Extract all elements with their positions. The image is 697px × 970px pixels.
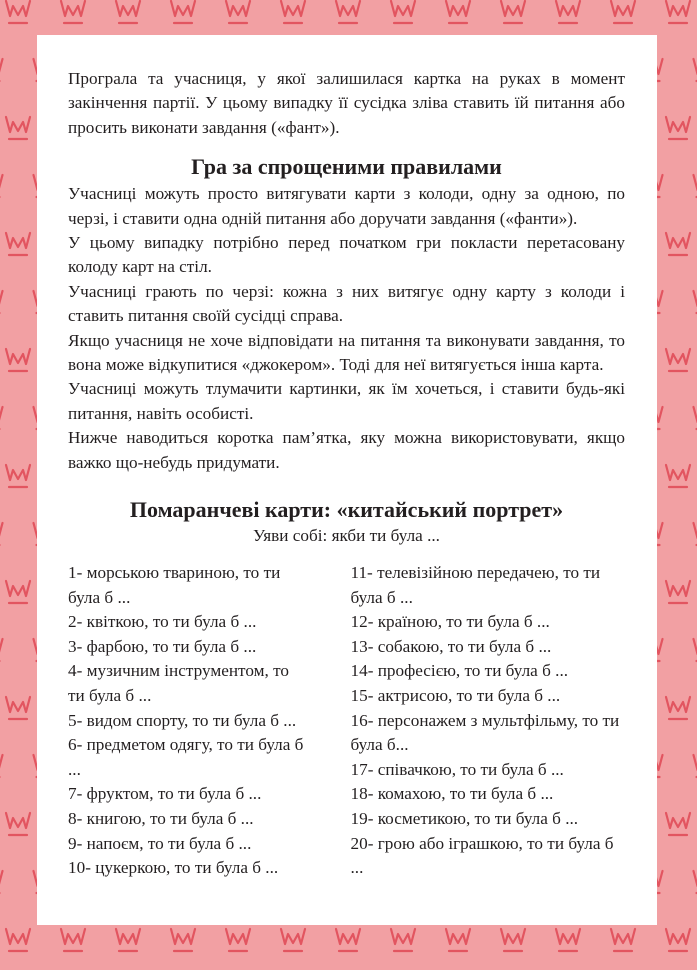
crown-icon: [694, 755, 697, 777]
list-item: 9- напоєм, то ти була б ...: [68, 833, 252, 853]
crown-icon: [116, 1, 140, 23]
crown-icon: [6, 929, 30, 951]
portrait-list: [68, 561, 625, 881]
crown-icon: [694, 523, 697, 545]
crown-icon: [226, 1, 250, 23]
crown-icon: [171, 929, 195, 951]
list-item: 12- країною, то ти була б ...: [350, 612, 550, 632]
crown-icon: [501, 1, 525, 23]
crown-icon: [611, 929, 635, 951]
crown-icon: [6, 117, 30, 139]
portrait-list-left: [68, 561, 347, 881]
list-item: 5- видом спорту, то ти була б ...: [68, 710, 297, 730]
crown-icon: [6, 813, 30, 835]
crown-icon: [694, 291, 697, 313]
orange-cards-subheading: Уяви собі: якби ти була ...: [253, 526, 440, 546]
crown-icon: [0, 175, 3, 197]
rules-paragraph: У цьому випадку потрібно перед початком гри покласти перетасовану колоду карт на стіл.: [68, 233, 625, 277]
list-item: 20- грою або іграшкою, то ти була б ...: [350, 833, 614, 878]
list-item: 4- музичним інструментом, то ти була б ...: [68, 661, 289, 706]
crown-icon: [391, 1, 415, 23]
crown-icon: [694, 639, 697, 661]
rules-paragraph: Учасниці можуть просто витягувати карти з колоди, одну за одною, по черзі, і ставити одна одній питання або доручати завдання («фанти»).: [68, 184, 625, 228]
portrait-list-right: [347, 561, 626, 881]
list-item: 17- співачкою, то ти була б ...: [350, 759, 564, 779]
rules-paragraph: Нижче наводиться коротка пам’ятка, яку можна використовувати, якщо важко що-небудь придумати.: [68, 428, 625, 472]
list-item: 2- квіткою, то ти була б ...: [68, 612, 257, 632]
crown-icon: [281, 1, 305, 23]
crown-icon: [281, 929, 305, 951]
crown-icon: [666, 813, 690, 835]
list-item: 7- фруктом, то ти була б ...: [68, 784, 262, 804]
crown-icon: [171, 1, 195, 23]
crown-icon: [666, 581, 690, 603]
list-item: 18- комахою, то ти була б ...: [350, 784, 554, 804]
crown-icon: [501, 929, 525, 951]
crown-icon: [0, 407, 3, 429]
crown-icon: [6, 349, 30, 371]
crown-icon: [666, 117, 690, 139]
list-item: 16- персонажем з мультфільму, то ти була б...: [350, 710, 620, 755]
list-item: 15- актрисою, то ти була б ...: [350, 686, 561, 706]
crown-icon: [666, 465, 690, 487]
list-item: 14- професією, то ти була б ...: [350, 661, 569, 681]
crown-icon: [556, 929, 580, 951]
crown-icon: [6, 233, 30, 255]
list-item: 10- цукеркою, то ти була б ...: [68, 858, 279, 878]
crown-icon: [694, 871, 697, 893]
list-item: 19- косметикою, то ти була б ...: [350, 809, 579, 829]
crown-icon: [666, 697, 690, 719]
crown-icon: [6, 465, 30, 487]
crown-icon: [0, 755, 3, 777]
crown-icon: [336, 929, 360, 951]
intro-paragraph: Програла та учасниця, у якої залишилася картка на руках в момент закінчення партії. У цьому випадку її сусідка зліва ставить їй питання або просить виконати завдання («фант»).: [68, 69, 625, 137]
crown-icon: [226, 929, 250, 951]
crown-icon: [6, 697, 30, 719]
list-item: 6- предметом одягу, то ти була б ...: [68, 735, 304, 779]
rules-paragraph: Учасниці грають по черзі: кожна з них витягує одну карту з колоди і ставить питання своїй сусідці справа.: [68, 281, 625, 326]
list-item: 11- телевізійною передачею, то ти була б ...: [350, 563, 601, 607]
crown-icon: [611, 1, 635, 23]
list-item: 8- книгою, то ти була б ...: [68, 809, 254, 829]
crown-icon: [556, 1, 580, 23]
crown-icon: [694, 407, 697, 429]
list-item: 3- фарбою, то ти була б ...: [68, 636, 257, 656]
crown-icon: [666, 929, 690, 951]
crown-icon: [446, 1, 470, 23]
rules-paragraph: Учасниці можуть тлумачити картинки, як їм хочеться, і ставити будь-які питання, навіть особисті.: [68, 379, 625, 423]
crown-icon: [666, 1, 690, 23]
crown-icon: [0, 59, 3, 81]
crown-icon: [61, 1, 85, 23]
simplified-rules-heading: Гра за спрощеними правилами: [191, 154, 502, 180]
crown-icon: [336, 1, 360, 23]
crown-icon: [0, 523, 3, 545]
crown-icon: [6, 581, 30, 603]
crown-icon: [694, 59, 697, 81]
orange-cards-heading: Помаранчеві карти: «китайський портрет»: [129, 497, 564, 523]
list-item: 13- собакою, то ти була б ...: [350, 636, 552, 656]
crown-icon: [0, 291, 3, 313]
crown-icon: [446, 929, 470, 951]
crown-icon: [116, 929, 140, 951]
list-item: 1- морською твариною, то ти була б ...: [68, 563, 281, 607]
crown-icon: [666, 233, 690, 255]
crown-icon: [0, 871, 3, 893]
crown-icon: [0, 639, 3, 661]
crown-icon: [694, 175, 697, 197]
crown-icon: [391, 929, 415, 951]
crown-icon: [61, 929, 85, 951]
content-panel: [37, 35, 657, 925]
rules-paragraph: Якщо учасниця не хоче відповідати на питання та виконувати завдання, то вона може відкупитися «джокером». Тоді для неї витягується інша карта.: [68, 330, 625, 375]
crown-icon: [666, 349, 690, 371]
crown-icon: [6, 1, 30, 23]
